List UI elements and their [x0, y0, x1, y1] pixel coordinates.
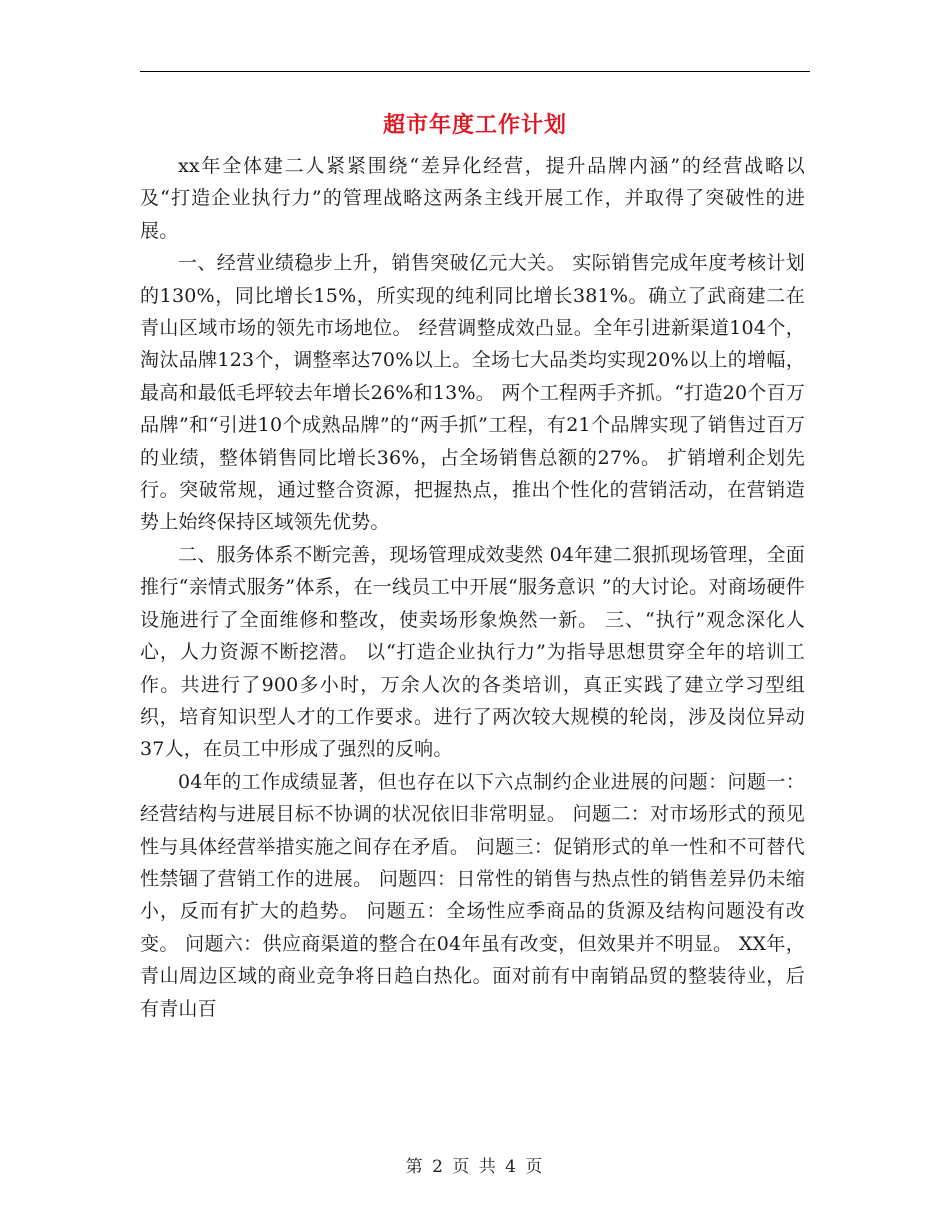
body-paragraph-problems: 04年的工作成绩显著，但也存在以下六点制约企业进展的问题：问题一：经营结构与进展目标不协调的状况依旧非常明显。 问题二：对市场形式的预见性与具体经营举措实施之间存在矛盾。 问题三：促销形式的单一性和不可替代性禁锢了营销工作的进展。 问题四：日常性的销售与热点性的销售差异仍未缩小，反而有扩大的趋势。 问题五：全场性应季商品的货源及结构问题没有改变。 问题六：供应商渠道的整合在04年虽有改变，但效果并不明显。 XX年，青山周边区域的商业竞争将日趋白热化。面对前有中南销品贸的整装待业，后有青山百: [140, 770, 805, 1020]
document-body: [140, 150, 805, 1025]
body-paragraph-sales: 一、经营业绩稳步上升，销售突破亿元大关。 实际销售完成年度考核计划的130%，同比增长15%，所实现的纯利同比增长381%。确立了武商建二在青山区域市场的领先市场地位。 经营调整成效凸显。全年引进新渠道104个，淘汰品牌123个，调整率达70%以上。全场七大品类均实现20%以上的增幅，最高和最低毛坪较去年增长26%和13%。 两个工程两手齐抓。“打造20个百万品牌”和“引进10个成熟品牌”的“两手抓”工程，有21个品牌实现了销售过百万的业绩，整体销售同比增长36%，占全场销售总额的27%。 扩销增利企划先行。突破常规，通过整合资源，把握热点，推出个性化的营销活动，在营销造势上始终保持区域领先优势。: [140, 252, 805, 534]
body-paragraph-intro: xx年全体建二人紧紧围绕“差异化经营，提升品牌内涵”的经营战略以及“打造企业执行力”的管理战略这两条主线开展工作，并取得了突破性的进展。: [140, 155, 805, 242]
document-title: 超市年度工作计划: [382, 112, 567, 138]
header-rule: [140, 71, 810, 72]
page-number-footer: 第 2 页 共 4 页: [405, 1157, 545, 1177]
body-paragraph-service: 二、服务体系不断完善，现场管理成效斐然 04年建二狠抓现场管理，全面推行“亲情式服务”体系，在一线员工中开展“服务意识 ”的大讨论。对商场硬件设施进行了全面维修和整改，使卖场形象焕然一新。 三、“执行”观念深化人心，人力资源不断挖潜。 以“打造企业执行力”为指导思想贯穿全年的培训工作。共进行了900多小时，万余人次的各类培训，真正实践了建立学习型组织，培育知识型人才的工作要求。进行了两次较大规模的轮岗，涉及岗位异动37人，在员工中形成了强烈的反响。: [140, 543, 805, 761]
